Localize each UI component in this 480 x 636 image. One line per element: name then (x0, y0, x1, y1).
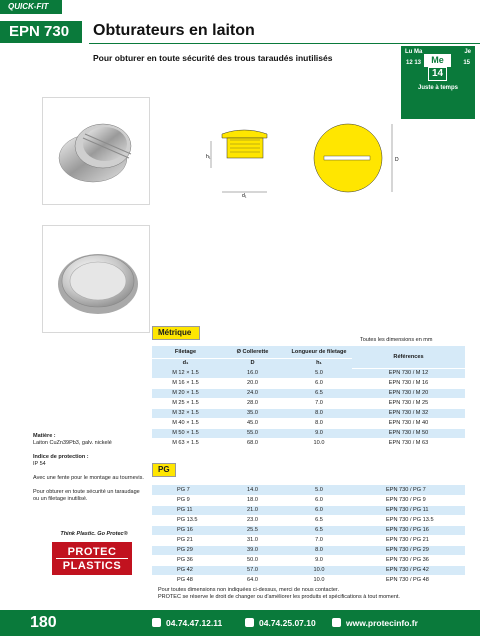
material-value: Laiton CuZn39Pb3, galv. nickelé (33, 440, 112, 446)
table-cell: PG 29 (152, 545, 219, 555)
table-cell: PG 21 (152, 535, 219, 545)
page-title: Obturateurs en laiton (93, 22, 255, 39)
table-cell: EPN 730 / M 50 (352, 428, 465, 438)
table-cell: EPN 730 / M 12 (352, 368, 465, 378)
table-cell: M 16 × 1.5 (152, 378, 219, 388)
table-row (152, 525, 465, 535)
sym-D: D (219, 358, 286, 368)
table-row (152, 535, 465, 545)
table-cell: M 12 × 1.5 (152, 368, 219, 378)
just-in-time-badge (401, 46, 475, 119)
table-cell: M 25 × 1.5 (152, 398, 219, 408)
table-cell: EPN 730 / PG 48 (352, 575, 465, 585)
section-pg: PG (152, 463, 176, 477)
sidebar-note-1: Avec une fente pour le montage au tournevis. (33, 475, 144, 481)
table-cell: M 63 × 1.5 (152, 438, 219, 448)
jat-nums-right: 15 (463, 60, 470, 66)
col-collerette: Ø Collerette (219, 346, 286, 358)
phone-2-text: 04.74.25.07.10 (259, 618, 316, 628)
page-footer (0, 610, 480, 636)
table-cell: PG 42 (152, 565, 219, 575)
table-cell: PG 16 (152, 525, 219, 535)
sym-h1: h₁ (286, 358, 352, 368)
table-cell: 24.0 (219, 388, 286, 398)
table-row (152, 368, 465, 378)
table-row (152, 555, 465, 565)
table-cell: 35.0 (219, 408, 286, 418)
table-cell: PG 36 (152, 555, 219, 565)
table-cell: EPN 730 / PG 11 (352, 505, 465, 515)
table-cell: EPN 730 / M 20 (352, 388, 465, 398)
table-cell: EPN 730 / PG 9 (352, 495, 465, 505)
table-row (152, 428, 465, 438)
table-cell: EPN 730 / PG 13.5 (352, 515, 465, 525)
footnote-line1: Pour toutes dimensions non indiquées ci-dessus, merci de nous contacter. (158, 587, 339, 593)
table-row (152, 505, 465, 515)
table-cell: 7.0 (286, 535, 352, 545)
product-photo-side (42, 97, 150, 205)
drawing-d1: d₁ (242, 193, 247, 199)
table-cell: PG 11 (152, 505, 219, 515)
table-cell: 8.0 (286, 408, 352, 418)
table-cell: 68.0 (219, 438, 286, 448)
protection-label: Indice de protection : (33, 454, 89, 460)
table-row (152, 378, 465, 388)
quick-fit-badge: QUICK-FIT (0, 0, 62, 14)
table-cell: 6.5 (286, 515, 352, 525)
table-row (152, 418, 465, 428)
table-row (152, 388, 465, 398)
table-cell: M 20 × 1.5 (152, 388, 219, 398)
table-cell: EPN 730 / M 32 (352, 408, 465, 418)
table-cell: 10.0 (286, 575, 352, 585)
table-cell: EPN 730 / PG 21 (352, 535, 465, 545)
table-cell: 31.0 (219, 535, 286, 545)
protec-logo (52, 542, 132, 575)
table-cell: M 40 × 1.5 (152, 418, 219, 428)
table-cell: PG 9 (152, 495, 219, 505)
phone-1-text: 04.74.47.12.11 (166, 618, 223, 628)
table-cell: 6.0 (286, 505, 352, 515)
table-cell: EPN 730 / PG 29 (352, 545, 465, 555)
table-row (152, 545, 465, 555)
table-cell: EPN 730 / M 25 (352, 398, 465, 408)
brand-tagline: Think Plastic. Go Protec® (60, 531, 128, 537)
table-cell: EPN 730 / PG 42 (352, 565, 465, 575)
table-cell: 5.0 (286, 485, 352, 495)
table-cell: 21.0 (219, 505, 286, 515)
table-cell: M 32 × 1.5 (152, 408, 219, 418)
jat-mid-day: Me (424, 54, 451, 67)
table-cell: 6.0 (286, 378, 352, 388)
table-cell: 14.0 (219, 485, 286, 495)
jat-big-day: 14 (428, 67, 447, 81)
sidebar-note-2: Pour obturer en toute sécurité un taraudage ou un filetage inutilisé. (33, 489, 140, 502)
fax-icon (245, 618, 254, 627)
material-label: Matière : (33, 433, 56, 439)
jat-caption: Juste à temps (417, 85, 459, 91)
table-row (152, 485, 465, 495)
table-cell: EPN 730 / PG 36 (352, 555, 465, 565)
table-cell: 39.0 (219, 545, 286, 555)
table-cell: 45.0 (219, 418, 286, 428)
table-cell: 50.0 (219, 555, 286, 565)
page-number: 180 (30, 614, 57, 631)
table-row (152, 408, 465, 418)
table-cell: 57.0 (219, 565, 286, 575)
globe-icon (332, 618, 341, 627)
jat-days-left: Lu Ma (405, 49, 423, 55)
section-metric: Métrique (152, 326, 200, 340)
table-cell: 23.0 (219, 515, 286, 525)
table-cell: PG 48 (152, 575, 219, 585)
table-cell: 5.0 (286, 368, 352, 378)
footnote (158, 587, 400, 601)
product-photo-top (42, 225, 150, 333)
table-cell: 10.0 (286, 438, 352, 448)
table-row (152, 565, 465, 575)
table-cell: 9.0 (286, 428, 352, 438)
drawing-D: D (395, 157, 399, 163)
table-cell: 55.0 (219, 428, 286, 438)
table-row (152, 575, 465, 585)
dimensions-note: Toutes les dimensions en mm (360, 337, 433, 343)
table-cell: EPN 730 / PG 16 (352, 525, 465, 535)
phone-icon (152, 618, 161, 627)
website-link[interactable] (332, 618, 418, 628)
table-row (152, 438, 465, 448)
table-cell: EPN 730 / PG 7 (352, 485, 465, 495)
page-subtitle: Pour obturer en toute sécurité des trous taraudés inutilisés (93, 53, 333, 63)
table-cell: 8.0 (286, 545, 352, 555)
website-text: www.protecinfo.fr (346, 618, 418, 628)
table-cell: 6.5 (286, 388, 352, 398)
table-cell: PG 7 (152, 485, 219, 495)
table-cell: PG 13.5 (152, 515, 219, 525)
table-cell: EPN 730 / M 40 (352, 418, 465, 428)
table-row (152, 515, 465, 525)
phone-1[interactable] (152, 618, 222, 628)
col-filetage: Filetage (152, 346, 219, 358)
table-cell: 6.5 (286, 525, 352, 535)
table-cell: 18.0 (219, 495, 286, 505)
table-cell: 16.0 (219, 368, 286, 378)
table-cell: 8.0 (286, 418, 352, 428)
table-cell: EPN 730 / M 16 (352, 378, 465, 388)
table-cell: 7.0 (286, 398, 352, 408)
table-cell: EPN 730 / M 63 (352, 438, 465, 448)
table-header (152, 346, 465, 358)
footnote-line2: PROTEC se réserve le droit de changer ou d'améliorer les produits et spécifications à tout moment. (158, 594, 400, 600)
title-rule (89, 43, 480, 44)
product-code: EPN 730 (0, 21, 82, 43)
table-cell: 20.0 (219, 378, 286, 388)
table-cell: 28.0 (219, 398, 286, 408)
logo-line1: PROTEC (67, 546, 117, 558)
table-cell: 10.0 (286, 565, 352, 575)
sym-d1: d₁ (152, 358, 219, 368)
table-cell: M 50 × 1.5 (152, 428, 219, 438)
drawing-h1: h₁ (206, 154, 211, 160)
technical-drawing (200, 120, 425, 200)
pg-table (152, 485, 465, 586)
jat-days-right: Je (464, 49, 471, 55)
jat-nums-left: 12 13 (406, 60, 422, 66)
table-cell: 64.0 (219, 575, 286, 585)
table-cell: 25.5 (219, 525, 286, 535)
product-info-sidebar (33, 433, 145, 510)
metric-table (152, 346, 465, 449)
table-cell: 6.0 (286, 495, 352, 505)
logo-line2: PLASTICS (62, 560, 122, 572)
table-row (152, 398, 465, 408)
col-longueur: Longueur de filetage (286, 346, 352, 358)
table-cell: 9.0 (286, 555, 352, 565)
phone-2[interactable] (245, 618, 316, 628)
table-row (152, 495, 465, 505)
col-references: Références (352, 346, 465, 368)
protection-value: IP 54 (33, 461, 46, 467)
